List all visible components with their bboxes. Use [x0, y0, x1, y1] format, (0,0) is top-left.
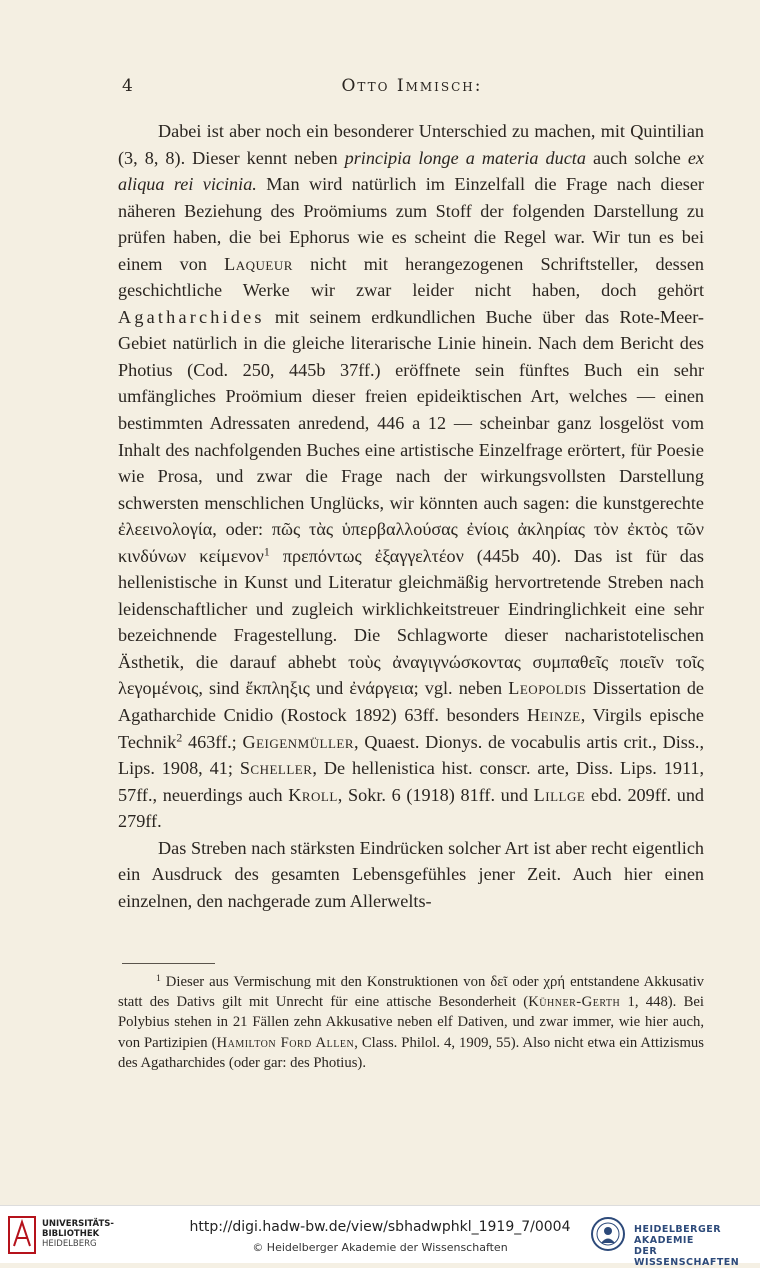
page-header: [118, 76, 706, 100]
footnote-ref: 1: [263, 544, 270, 559]
italic-phrase: ex aliqua rei vicinia.: [118, 147, 705, 195]
text-run: , De hellenistica hist. conscr. arte, Diss. Lips. 1911, 57ff., neuerdings auch: [118, 758, 705, 805]
text-run: Man wird natürlich im Einzelfall die Frage nach dieser näheren Beziehung des Proömiums zum Stoff der folgenden Darstellung zu prüfen haben, die bei Ephorus wie es scheint die Regel war. Wir tun es bei einem von: [118, 174, 704, 274]
author-name: Scheller: [239, 758, 313, 779]
text-run: mit seinem erdkundlichen Buche über das Rote-Meer-Gebiet natürlich in die gleiche literarische Linie hinein. Nach dem Bericht des Photius (Cod. 250, 445b 37ff.) eröffnete sein fünftes Buch ein sehr umfängliches Proömium dieser freien epideiktischen Art, welches — einen bestimmten Adressaten anredend, 446 a 12 — scheinbar ganz losgelöst vom Inhalt des nachfolgenden Buches eine artistische Einzelfrage erörtert, für Poesie wie Prosa, und zwar die Frage nach der wirkungsvollsten Darstellung schwersten menschlichen Unglücks, wir könnten auch sagen: die kunstgerechte ἐλεεινολογία, oder: πῶς τὰς ὑπερβαλλούσας ἐνίοις ἀκληρίας τὸν ἐκτὸς τῶν κινδύνων κείμενον: [118, 306, 704, 566]
text-run: 463ff.;: [182, 731, 243, 752]
text-run: 1, 448). Bei Polybius stehen in 21 Fällen zehn Akkusative neben elf Dativen, und zwar immer, wie hier auch, von Partizipien (: [118, 994, 704, 1051]
author-name: Lillge: [533, 784, 586, 805]
author-name: Leopoldis: [508, 678, 587, 699]
uni-line: UNIVERSITÄTS-: [42, 1219, 114, 1229]
text-run: , Quaest. Dionys. de vocabulis artis crit., Diss., Lips. 1908, 41;: [118, 731, 705, 779]
text-run: , Sokr. 6 (1918) 81ff. und: [337, 784, 534, 805]
text-run: πρεπόντως ἐξαγγελτέον (445b 40). Das ist für das hellenistische in Kunst und Literatur gleichmäßig hervortretende Streben nach leidenschaftlicher und zugleich wirklichkeitstreuer Eindringlichkeit eine sehr bezeichnende Fragestellung. Die Schlagworte dieser nacharistotelischen Ästhetik, die darauf abhebt τοὺς ἀναγιγνώσκοντας συμπαθεῖς ποιεῖν τοῖς λεγομένοις, sind ἔκπληξις und ἐνάργεια; vgl. neben: [118, 545, 704, 699]
uni-line: BIBLIOTHEK: [42, 1229, 100, 1239]
page-number: 4: [122, 76, 133, 96]
text-run: Dieser aus Vermischung mit den Konstruktionen von δεῖ oder χρή entstandene Akkusativ statt des Dativs gilt mit Unrecht für eine attische Besonderheit (: [118, 974, 704, 1011]
footnote: [118, 972, 704, 1073]
text-run: nicht mit herangezogenen Schriftsteller, dessen geschichtliche Werke wir zwar leider nicht haben, doch gehört: [118, 253, 704, 301]
text-run: , Virgils epische Technik: [118, 705, 704, 752]
uni-line: HEIDELBERG: [42, 1239, 97, 1249]
running-title: Otto Immisch:: [341, 76, 483, 96]
text-run: auch solche: [585, 147, 688, 168]
footnote-divider: [122, 963, 215, 964]
text-run: ebd. 209ff. und 279ff.: [118, 784, 705, 832]
academy-name: [634, 1224, 760, 1268]
author-name: Heinze: [527, 705, 581, 726]
footnote-mark: 1: [156, 972, 161, 984]
author-name: Geigenmüller: [242, 731, 355, 752]
academy-line: HEIDELBERGER AKADEMIE: [634, 1224, 722, 1246]
edition-superscript: 2: [176, 730, 183, 745]
italic-phrase: principia longe a materia ducta: [344, 147, 586, 168]
text-run: , Class. Philol. 4, 1909, 55). Also nicht etwa ein Attizismus des Agatharchides (oder gar: des Photius).: [118, 1034, 704, 1071]
author-name: Hamilton Ford Allen: [216, 1034, 355, 1051]
author-name: Laqueur: [224, 253, 293, 274]
text-run: Dissertation de Agatharchide Cnidio (Rostock 1892) 63ff. besonders: [118, 678, 704, 726]
academy-line: DER WISSENSCHAFTEN: [634, 1246, 740, 1268]
academy-seal-icon[interactable]: [590, 1216, 626, 1252]
author-name: Kroll: [288, 784, 338, 805]
spaced-name: Agatharchides: [118, 306, 265, 327]
paragraph-2: Das Streben nach stärksten Eindrücken solcher Art ist aber recht eigentlich ein Ausdruck des gesamten Lebensgefühles jener Zeit. Auch hier einen einzelnen, den nachgerade zum Allerwelts-: [118, 837, 704, 911]
main-text: [118, 118, 704, 914]
viewer-footer: [0, 1205, 760, 1268]
text-run: Dabei ist aber noch ein besonderer Unterschied zu machen, mit Quintilian (3, 8, 8). Dieser kennt neben: [118, 121, 704, 168]
author-name: Kühner-Gerth: [528, 994, 621, 1011]
permalink[interactable]: http://digi.hadw-bw.de/view/sbhadwphkl_1919_7/0004: [189, 1219, 571, 1235]
paragraph-1: [118, 118, 704, 835]
copyright-notice: © Heidelberger Akademie der Wissenschaften: [252, 1241, 508, 1254]
